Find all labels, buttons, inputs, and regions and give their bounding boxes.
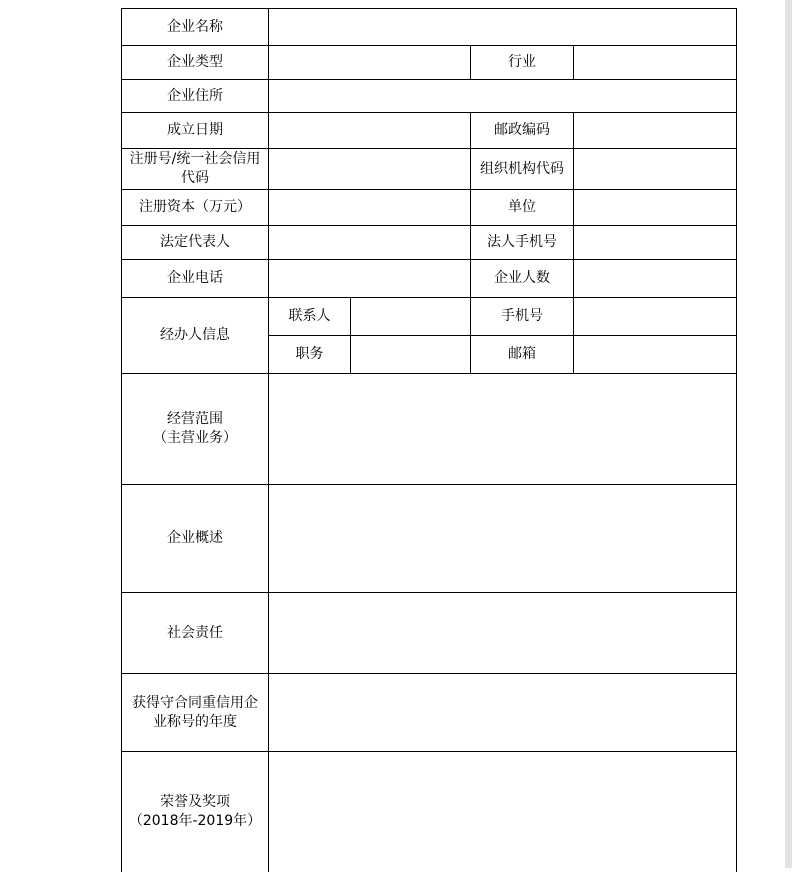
- registered-capital-label-cell: [122, 190, 269, 226]
- honors-field[interactable]: [269, 752, 737, 872]
- company-phone-label-cell: [122, 260, 269, 298]
- org-code-label-cell: [471, 149, 574, 190]
- registration-no-field[interactable]: [269, 149, 471, 190]
- email-label: 邮箱: [508, 346, 536, 362]
- org-code-field[interactable]: [574, 149, 737, 190]
- address-label-cell: [122, 80, 269, 113]
- legal-phone-label: 法人手机号: [487, 234, 557, 250]
- unit-label-cell: [471, 190, 574, 226]
- position-label-cell: [269, 336, 351, 374]
- row-registered-capital: [122, 190, 737, 226]
- business-scope-sublabel: （主营业务）: [153, 430, 237, 446]
- postal-code-field[interactable]: [574, 113, 737, 149]
- honors-label-cell: [122, 752, 269, 872]
- address-field[interactable]: [269, 80, 737, 113]
- position-field[interactable]: [351, 336, 471, 374]
- registration-no-label: 注册号/统一社会信用代码: [129, 151, 261, 186]
- industry-field[interactable]: [574, 46, 737, 80]
- industry-label-cell: [471, 46, 574, 80]
- row-registration-no: [122, 149, 737, 190]
- org-code-label: 组织机构代码: [480, 160, 564, 177]
- row-address: [122, 80, 737, 113]
- business-scope-label-cell: [122, 374, 269, 485]
- company-type-label-cell: [122, 46, 269, 80]
- contact-label: 联系人: [288, 308, 331, 324]
- contact-field[interactable]: [351, 298, 471, 336]
- postal-code-label: 邮政编码: [494, 122, 550, 138]
- mobile-field[interactable]: [574, 298, 737, 336]
- agent-info-label: 经办人信息: [160, 327, 230, 343]
- headcount-label: 企业人数: [494, 270, 550, 286]
- row-overview: [122, 485, 737, 593]
- business-scope-label: 经营范围: [167, 411, 223, 427]
- contact-label-cell: [269, 298, 351, 336]
- legal-rep-field[interactable]: [269, 226, 471, 260]
- row-credit-year: [122, 674, 737, 752]
- row-company-type: [122, 46, 737, 80]
- company-type-label: 企业类型: [167, 54, 223, 70]
- company-name-field[interactable]: [269, 9, 737, 46]
- company-phone-field[interactable]: [269, 260, 471, 298]
- legal-phone-field[interactable]: [574, 226, 737, 260]
- agent-info-label-cell: [122, 298, 269, 374]
- overview-field[interactable]: [269, 485, 737, 593]
- legal-phone-label-cell: [471, 226, 574, 260]
- company-name-label-cell: [122, 9, 269, 46]
- row-legal-rep: [122, 226, 737, 260]
- overview-label: 企业概述: [167, 530, 223, 546]
- csr-label-cell: [122, 593, 269, 674]
- email-field[interactable]: [574, 336, 737, 374]
- credit-year-field[interactable]: [269, 674, 737, 752]
- row-honors: [122, 752, 737, 872]
- credit-year-label-cell: [122, 674, 269, 752]
- row-agent-contact: [122, 298, 737, 336]
- mobile-label-cell: [471, 298, 574, 336]
- industry-label: 行业: [508, 54, 536, 70]
- row-company-phone: [122, 260, 737, 298]
- honors-label: 荣誉及奖项: [160, 793, 230, 810]
- company-name-label: 企业名称: [167, 18, 223, 35]
- legal-rep-label-cell: [122, 226, 269, 260]
- email-label-cell: [471, 336, 574, 374]
- postal-code-label-cell: [471, 113, 574, 149]
- company-info-form: [121, 8, 737, 872]
- address-label: 企业住所: [167, 87, 223, 104]
- registered-capital-field[interactable]: [269, 190, 471, 226]
- page-edge: [785, 0, 792, 868]
- csr-label: 社会责任: [167, 624, 223, 641]
- business-scope-field[interactable]: [269, 374, 737, 485]
- company-type-field[interactable]: [269, 46, 471, 80]
- registration-no-label-cell: [122, 149, 269, 190]
- row-company-name: [122, 9, 737, 46]
- registered-capital-label: 注册资本（万元）: [139, 199, 251, 215]
- row-founding-date: [122, 113, 737, 149]
- overview-label-cell: [122, 485, 269, 593]
- unit-field[interactable]: [574, 190, 737, 226]
- unit-label: 单位: [508, 199, 536, 215]
- founding-date-label-cell: [122, 113, 269, 149]
- founding-date-label: 成立日期: [167, 122, 223, 138]
- headcount-label-cell: [471, 260, 574, 298]
- credit-year-label: 获得守合同重信用企业称号的年度: [132, 694, 258, 730]
- mobile-label: 手机号: [501, 308, 543, 324]
- honors-sublabel: （2018年-2019年）: [128, 812, 262, 829]
- headcount-field[interactable]: [574, 260, 737, 298]
- position-label: 职务: [295, 346, 324, 362]
- csr-field[interactable]: [269, 593, 737, 674]
- company-phone-label: 企业电话: [167, 270, 223, 286]
- founding-date-field[interactable]: [269, 113, 471, 149]
- row-business-scope: [122, 374, 737, 485]
- legal-rep-label: 法定代表人: [160, 234, 230, 250]
- row-csr: [122, 593, 737, 674]
